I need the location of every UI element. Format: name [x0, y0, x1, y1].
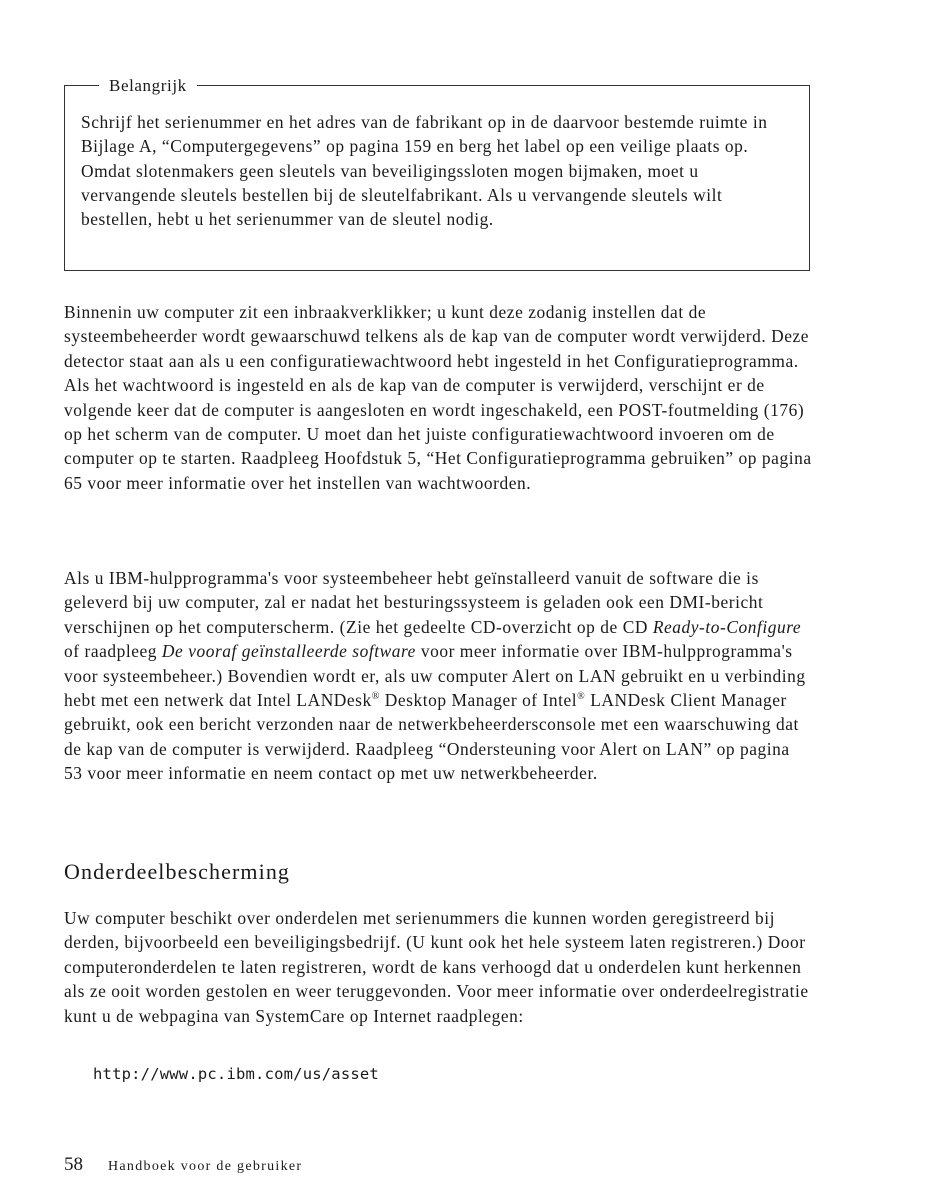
paragraph-intrusion-detector: Binnenin uw computer zit een inbraakverklikker; u kunt deze zodanig instellen dat de systeembeheerder wordt gewaarschuwd telkens als de kap van de computer wordt verwijderd. Deze detector staat aan als u een configuratiewachtwoord hebt ingesteld in het Configuratieprogramma. Als het wachtwoord is ingesteld en als de kap van de computer is verwijderd, verschijnt er de volgende keer dat de computer is aangesloten en wordt ingeschakeld, een POST-foutmelding (176) op het scherm van de computer. U moet dan het juiste configuratiewachtwoord invoeren om de computer op te starten. Raadpleeg Hoofdstuk 5, “Het Configuratieprogramma gebruiken” op pagina 65 voor meer informatie over het instellen van wachtwoorden. [64, 302, 812, 493]
registered-mark: ® [371, 691, 380, 703]
notice-text: Schrijf het serienummer en het adres van de fabrikant op in de daarvoor bestemde ruimte in Bijlage A, “Computergegevens” op pagina 159 en berg het label op een veilige plaats op. Omdat slotenmakers geen sleutels van beveiligingssloten mogen bijmaken, moet u vervangende sleutels bestellen bij de sleutelfabrikant. Als u vervangende sleutels wilt bestellen, hebt u het serienummer van de sleutel nodig. [81, 112, 768, 230]
paragraph-dmi-alert [64, 566, 812, 786]
registered-mark: ® [577, 691, 586, 703]
paragraph-text: LANDesk Client Manager gebruikt, ook een bericht verzonden naar de netwerkbeheerdersconsole met een waarschuwing dat de kap van de computer is verwijderd. Raadpleeg “Ondersteuning voor Alert on LAN” op pagina 53 voor meer informatie en neem contact op met uw netwerkbeheerder. [64, 690, 799, 784]
page-number: 58 [64, 1154, 83, 1175]
section-heading: Onderdeelbescherming [64, 859, 291, 884]
book-title: Handboek voor de gebruiker [108, 1159, 303, 1174]
paragraph-component-protection: Uw computer beschikt over onderdelen met serienummers die kunnen worden geregistreerd bij derden, bijvoorbeeld een beveiligingsbedrijf. (U kunt ook het hele systeem laten registreren.) Door computeronderdelen te laten registreren, wordt de kans verhoogd dat u onderdelen kunt herkennen als ze ooit worden gestolen en weer teruggevonden. Voor meer informatie over onderdeelregistratie kunt u de webpagina van SystemCare op Internet raadplegen: [64, 908, 809, 1026]
important-notice-box [64, 76, 810, 271]
paragraph-text: Als u IBM-hulpprogramma's voor systeembeheer hebt geïnstalleerd vanuit de software die is geleverd bij uw computer, zal er nadat het besturingssysteem is geladen ook een DMI-bericht verschijnen op het computerscherm. (Zie het gedeelte CD-overzicht op de CD [64, 568, 764, 637]
notice-label: Belangrijk [99, 76, 197, 96]
software-reference: De vooraf geïnstalleerde software [161, 641, 416, 662]
paragraph-text: Desktop Manager of Intel [379, 690, 578, 711]
paragraph-text: of raadpleeg [64, 641, 162, 662]
paragraph-text: voor meer informatie over IBM-hulpprogramma's voor systeembeheer.) Bovendien wordt er, als uw computer Alert on LAN gebruikt en u verbinding hebt met een netwerk dat Intel LANDesk [64, 641, 806, 711]
asset-url: http://www.pc.ibm.com/us/asset [93, 1065, 379, 1083]
cd-title: Ready-to-Configure [652, 616, 802, 637]
